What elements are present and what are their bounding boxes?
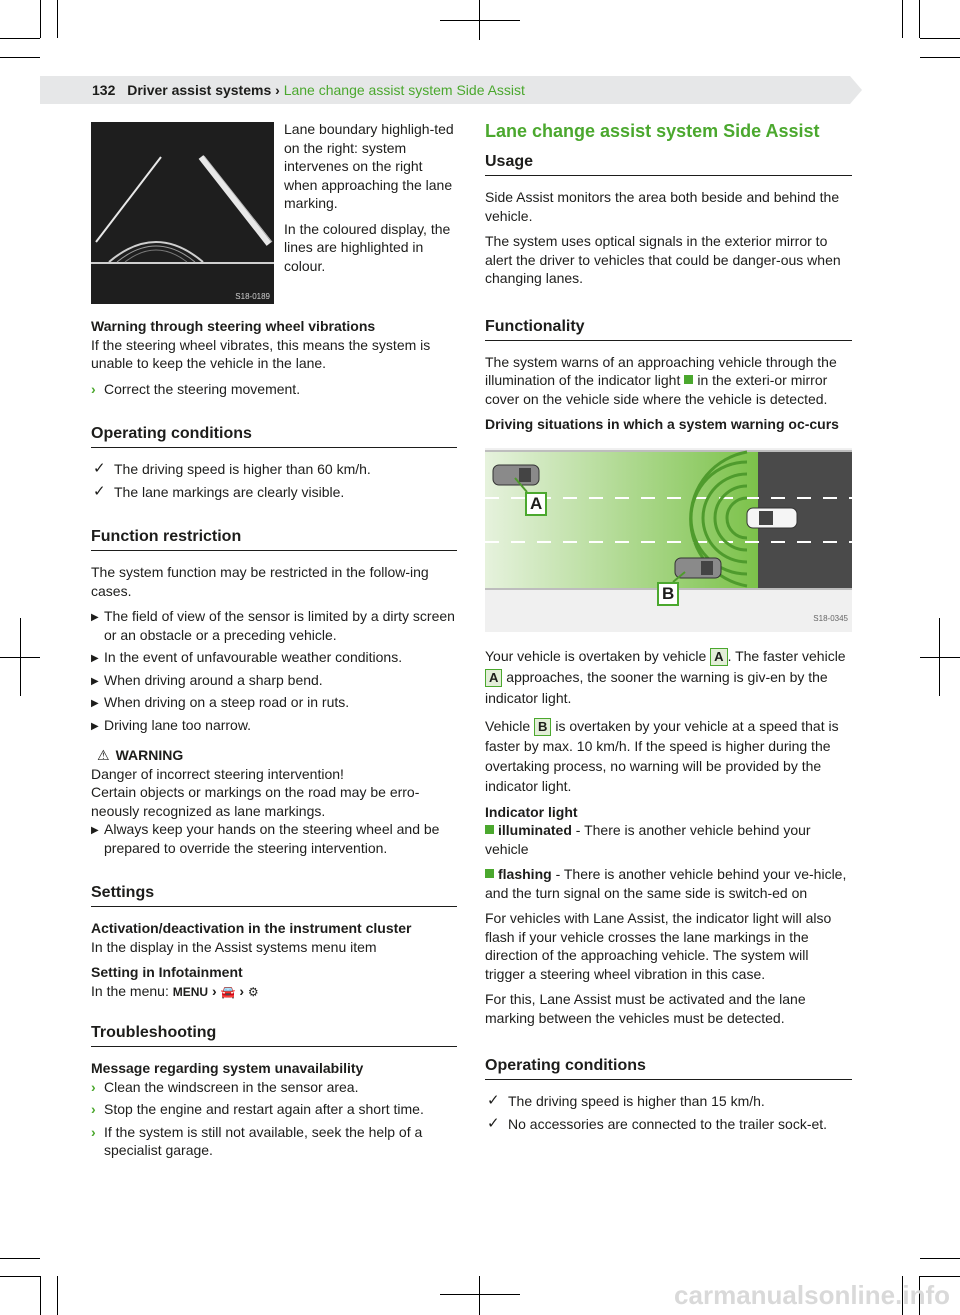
crop-mark <box>920 57 960 58</box>
car-assist-icon[interactable]: 🚘 <box>220 984 236 999</box>
list-item: ▶ When driving on a steep road or in ruts. <box>91 693 457 712</box>
list-item: ▶ Always keep your hands on the steering wheel and be prepared to override the steering intervention. <box>91 821 440 856</box>
breadcrumb-separator: › <box>275 82 280 98</box>
section-heading: Functionality <box>485 317 852 341</box>
list-item: › Correct the steering movement. <box>91 380 301 397</box>
figure-label-b: B <box>657 582 679 606</box>
restriction-intro: The system function may be restricted in the follow-ing cases. <box>91 564 429 599</box>
overtaking-paragraph: Vehicle B is overtaken by your vehicle at a speed that is faster by max. 10 km/h. If the speed is higher during the overtaking process, no warning will be provided by the indicator light. <box>485 717 839 794</box>
list-item: › Stop the engine and restart again after a short time. <box>91 1101 424 1117</box>
indicator-light-icon <box>684 375 693 384</box>
crop-mark <box>0 1258 40 1259</box>
crop-mark <box>939 618 940 696</box>
crop-mark <box>0 38 40 39</box>
label-a-inline: A <box>710 648 727 666</box>
section-heading: Settings <box>91 883 457 907</box>
flashing-paragraph: flashing - There is another vehicle behind your ve-hicle, and the turn signal on the same side is switch-ed on <box>485 866 847 901</box>
section-heading: Operating conditions <box>485 1056 852 1080</box>
crop-mark <box>20 618 21 696</box>
driving-title: Driving situations in which a system warning oc-curs <box>485 416 839 432</box>
list-item: › If the system is still not available, seek the help of a specialist garage. <box>91 1123 423 1158</box>
lane-assist-paragraph: For vehicles with Lane Assist, the indicator light will also flash if your vehicle crosses the lane markings in the direction of the approaching vehicle. The system will trigger a steering wheel vibration in this case. <box>485 910 832 982</box>
crop-mark <box>920 657 960 658</box>
lane-assist-icon[interactable]: ⚙ <box>247 984 259 999</box>
list-item: ✓ No accessories are connected to the trailer sock-et. <box>487 1114 828 1132</box>
crop-mark <box>479 1276 480 1315</box>
crop-mark <box>440 1294 520 1295</box>
breadcrumb <box>92 81 525 99</box>
left-column <box>91 317 457 1164</box>
checkmark-icon: ✓ <box>93 482 106 500</box>
list-item: ✓ The lane markings are clearly visible. <box>93 482 345 500</box>
crop-mark <box>479 0 480 40</box>
indicator-title: Indicator light <box>485 803 578 820</box>
crop-mark <box>920 38 960 39</box>
usage-paragraph: Side Assist monitors the area both beside and behind the vehicle. <box>485 189 840 224</box>
running-header-tip <box>850 76 862 104</box>
chevron-right-icon: › <box>91 1101 96 1117</box>
label-b-inline: B <box>534 718 551 736</box>
warning-line1: Danger of incorrect steering intervention! <box>91 765 344 782</box>
settings-sub2: Setting in Infotainment <box>91 964 243 980</box>
triangle-right-icon: ▶ <box>91 720 99 732</box>
crop-mark <box>40 1276 41 1315</box>
chevron-right-icon: › <box>91 1078 96 1095</box>
caption-paragraph: In the coloured display, the lines are highlighted in colour. <box>284 220 451 274</box>
crop-mark <box>57 1276 58 1315</box>
section-heading: Operating conditions <box>91 424 457 448</box>
func-paragraph: The system warns of an approaching vehicle through the illumination of the indicator light in the exteri-or mirror cover on the vehicle side where the vehicle is detected. <box>485 353 837 407</box>
list-item: ✓ The driving speed is higher than 60 km/h. <box>93 460 371 477</box>
warning-icon: ⚠ <box>97 747 110 763</box>
section-heading: Usage <box>485 152 852 176</box>
checkmark-icon: ✓ <box>93 460 106 477</box>
crop-mark <box>902 0 903 38</box>
page-title: Lane change assist system Side Assist <box>485 121 820 141</box>
breadcrumb-current: Lane change assist system Side Assist <box>283 82 525 98</box>
figure-lane-display <box>91 122 274 304</box>
chevron-right-icon: › <box>211 982 217 999</box>
crop-mark <box>440 20 520 21</box>
list-item: ▶ Driving lane too narrow. <box>91 716 457 735</box>
section-heading: Function restriction <box>91 527 457 551</box>
indicator-light-icon <box>485 869 494 878</box>
settings-sub1: Activation/deactivation in the instrument cluster <box>91 920 412 936</box>
section-heading: Troubleshooting <box>91 1023 457 1047</box>
crop-mark <box>57 0 58 38</box>
figure-label-a: A <box>525 492 547 516</box>
menu-button[interactable]: MENU <box>172 984 209 999</box>
vibration-title: Warning through steering wheel vibrations <box>91 318 376 334</box>
checkmark-icon: ✓ <box>487 1092 500 1109</box>
crop-mark <box>40 0 41 38</box>
chevron-right-icon: › <box>239 982 245 999</box>
indicator-light-icon <box>485 825 494 834</box>
chevron-right-icon: › <box>91 380 96 397</box>
settings-text1: In the display in the Assist systems menu item <box>91 938 377 955</box>
list-item: ✓ The driving speed is higher than 15 km/h. <box>487 1092 765 1109</box>
figure-code: S18-0189 <box>235 292 270 301</box>
triangle-right-icon: ▶ <box>91 675 99 687</box>
list-item: ▶ When driving around a sharp bend. <box>91 671 457 690</box>
watermark: carmanualsonline.info <box>674 1280 950 1310</box>
lane-assist-paragraph: For this, Lane Assist must be activated and the lane marking between the vehicles must be detected. <box>485 991 806 1026</box>
list-item: ▶ In the event of unfavourable weather conditions. <box>91 648 457 667</box>
usage-paragraph: The system uses optical signals in the exterior mirror to alert the driver to vehicles that could be danger-ous when changing lanes. <box>485 233 841 286</box>
settings-menu-path: In the menu: MENU › 🚘 › ⚙ <box>91 982 259 999</box>
breadcrumb-section[interactable]: Driver assist systems <box>127 82 272 98</box>
chevron-right-icon: › <box>91 1123 96 1140</box>
label-a-inline: A <box>485 669 502 687</box>
list-item: ▶ The field of view of the sensor is limited by a dirty screen or an obstacle or a preceding vehicle. <box>91 608 455 643</box>
figure-side-assist <box>485 448 852 632</box>
triangle-right-icon: ▶ <box>91 653 99 664</box>
warning-line2: Certain objects or markings on the road may be erro-neously recognized as lane markings. <box>91 784 420 819</box>
warning-label: ⚠ WARNING <box>97 747 184 763</box>
illuminated-paragraph: illuminated - There is another vehicle behind your vehicle <box>485 822 811 857</box>
vibration-text: If the steering wheel vibrates, this means the system is unable to keep the vehicle in the lane. <box>91 336 431 371</box>
crop-mark <box>920 1258 960 1259</box>
trouble-sub: Message regarding system unavailability <box>91 1060 364 1076</box>
figure-code: S18-0345 <box>813 614 848 623</box>
crop-mark <box>0 1276 40 1277</box>
triangle-right-icon: ▶ <box>91 612 99 623</box>
right-column <box>485 120 852 1137</box>
crop-mark <box>919 0 920 38</box>
lane-display-illustration <box>91 122 274 304</box>
triangle-right-icon: ▶ <box>91 698 99 709</box>
triangle-right-icon: ▶ <box>91 825 99 836</box>
list-item: › Clean the windscreen in the sensor area. <box>91 1078 359 1095</box>
page-number: 132 <box>92 82 116 98</box>
figure1-caption <box>284 120 454 282</box>
checkmark-icon: ✓ <box>487 1114 500 1132</box>
crop-mark <box>0 57 40 58</box>
crop-mark <box>920 1276 960 1277</box>
caption-paragraph: Lane boundary highligh-ted on the right: system intervenes on the right when approaching the lane marking. <box>284 121 454 211</box>
overtaken-paragraph: Your vehicle is overtaken by vehicle A . The faster vehicle A approaches, the sooner the warning is giv-en by the indicator light. <box>485 647 846 706</box>
